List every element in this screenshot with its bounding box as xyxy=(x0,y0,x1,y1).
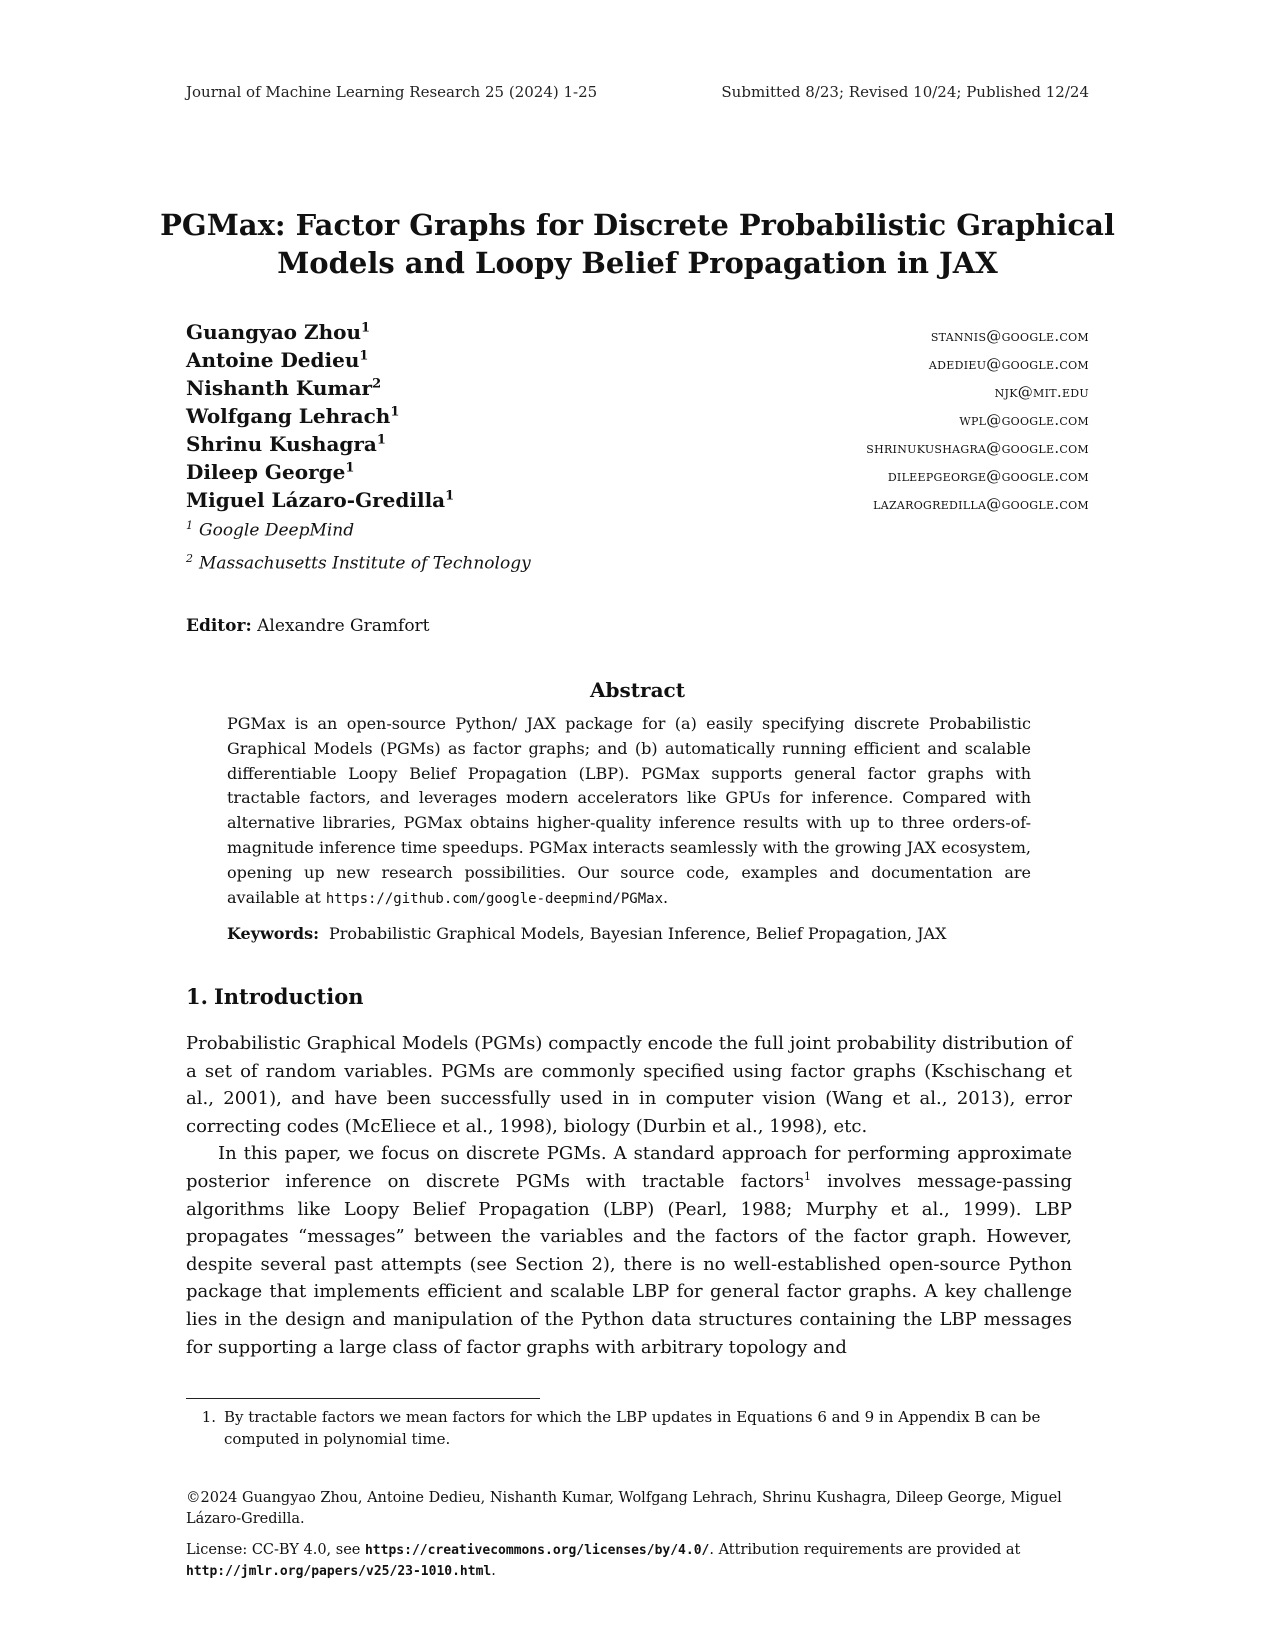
editor-line xyxy=(186,616,430,636)
author-email[interactable]: lazarogredilla@google.com xyxy=(873,495,1089,513)
journal-citation: Journal of Machine Learning Research 25 (2024) 1-25 xyxy=(186,83,598,101)
source-code-link[interactable]: https://github.com/google-deepmind/PGMax xyxy=(325,890,664,907)
editor-label: Editor: xyxy=(186,616,252,636)
author-name: Miguel Lázaro-Gredilla$^1$ xyxy=(186,488,455,512)
author-email[interactable]: wpl@google.com xyxy=(959,411,1089,429)
section-heading-introduction: 1. Introduction xyxy=(186,984,364,1009)
abstract-text: PGMax is an open-source Python/ JAX package for (a) easily specifying discrete Probabilistic Graphical Models (PGMs) as factor graphs; and (b) automatically running efficient and scalable differentiable Loopy Belief Propagation (LBP). PGMax supports general factor graphs with tractable factors, and leverages modern accelerators like GPUs for inference. Compared with alternative libraries, PGMax obtains higher-quality inference results with up to three orders-of-magnitude inference time speedups. PGMax interacts seamlessly with the growing JAX ecosystem, opening up new research possibilities. Our source code, examples and documentation are available at https://github.com/google-deepmind/PGMax. xyxy=(227,714,1031,907)
author-email[interactable]: dileepgeorge@google.com xyxy=(887,467,1089,485)
author-name: Shrinu Kushagra$^1$ xyxy=(186,432,386,456)
title-line-1: PGMax: Factor Graphs for Discrete Probabilistic Graphical xyxy=(160,208,1115,242)
introduction-body xyxy=(186,1030,1072,1361)
author-name: Antoine Dedieu$^1$ xyxy=(186,348,369,372)
submission-dates: Submitted 8/23; Revised 10/24; Published 12/24 xyxy=(721,83,1089,101)
keywords-label: Keywords: xyxy=(227,924,320,943)
footnote: 1. By tractable factors we mean factors for which the LBP updates in Equations 6 and 9 in Appendix B can be computed in polynomial time. xyxy=(201,1408,1041,1448)
affiliation-list xyxy=(186,512,531,577)
author-email[interactable]: njk@mit.edu xyxy=(994,383,1089,401)
abstract-heading: Abstract xyxy=(590,678,685,702)
paper-title xyxy=(160,206,1115,282)
author-name: Nishanth Kumar$^2$ xyxy=(186,376,382,400)
title-line-2: Models and Loopy Belief Propagation in JAX xyxy=(277,246,998,280)
author-name: Guangyao Zhou$^1$ xyxy=(186,320,371,344)
author-emails xyxy=(669,322,1089,518)
paragraph: Probabilistic Graphical Models (PGMs) compactly encode the full joint probability distribution of a set of random variables. PGMs are commonly specified using factor graphs (Kschischang et al., 2001), and have been successfully used in in computer vision (Wang et al., 2013), error correcting codes (McEliece et al., 1998), biology (Durbin et al., 1998), etc. xyxy=(186,1033,1072,1137)
attribution-link[interactable]: http://jmlr.org/papers/v25/23-1010.html xyxy=(186,1564,492,1579)
keywords-line xyxy=(227,924,1031,943)
author-name: Dileep George$^1$ xyxy=(186,460,355,484)
copyright-notice: ©2024 Guangyao Zhou, Antoine Dedieu, Nishanth Kumar, Wolfgang Lehrach, Shrinu Kushagra, Dileep George, Miguel Lázaro-Gredilla. xyxy=(186,1490,1062,1527)
license-notice: License: CC-BY 4.0, see https://creativecommons.org/licenses/by/4.0/. Attribution requirements are provided at http://jmlr.org/papers/v25/23-1010.html. xyxy=(186,1542,1021,1579)
editor-name: Alexandre Gramfort xyxy=(257,616,430,636)
author-email[interactable]: stannis@google.com xyxy=(930,327,1089,345)
author-list xyxy=(186,318,616,514)
affiliation: $^1$ Google DeepMind xyxy=(186,519,355,541)
affiliation: $^2$ Massachusetts Institute of Technology xyxy=(186,551,531,574)
footnote-divider xyxy=(186,1398,540,1399)
keywords-text: Probabilistic Graphical Models, Bayesian Inference, Belief Propagation, JAX xyxy=(329,924,947,943)
running-header xyxy=(186,83,1089,101)
paragraph: In this paper, we focus on discrete PGMs. A standard approach for performing approximate posterior inference on discrete PGMs with tractable factors$^1$ involves message-passing algorithms like Loopy Belief Propagation (LBP) (Pearl, 1988; Murphy et al., 1999). LBP propagates “messages” between the variables and the factors of the factor graph. However, despite several past attempts (see Section 2), there is no well-established open-source Python package that implements efficient and scalable LBP for general factor graphs. A key challenge lies in the design and manipulation of the Python data structures containing the LBP messages for supporting a large class of factor graphs with arbitrary topology and xyxy=(186,1143,1072,1358)
author-name: Wolfgang Lehrach$^1$ xyxy=(186,404,400,428)
footnote-marker[interactable]: 1 xyxy=(803,1169,811,1183)
license-link[interactable]: https://creativecommons.org/licenses/by/4.0/ xyxy=(364,1543,710,1558)
author-email[interactable]: shrinukushagra@google.com xyxy=(866,439,1089,457)
author-email[interactable]: adedieu@google.com xyxy=(928,355,1089,373)
